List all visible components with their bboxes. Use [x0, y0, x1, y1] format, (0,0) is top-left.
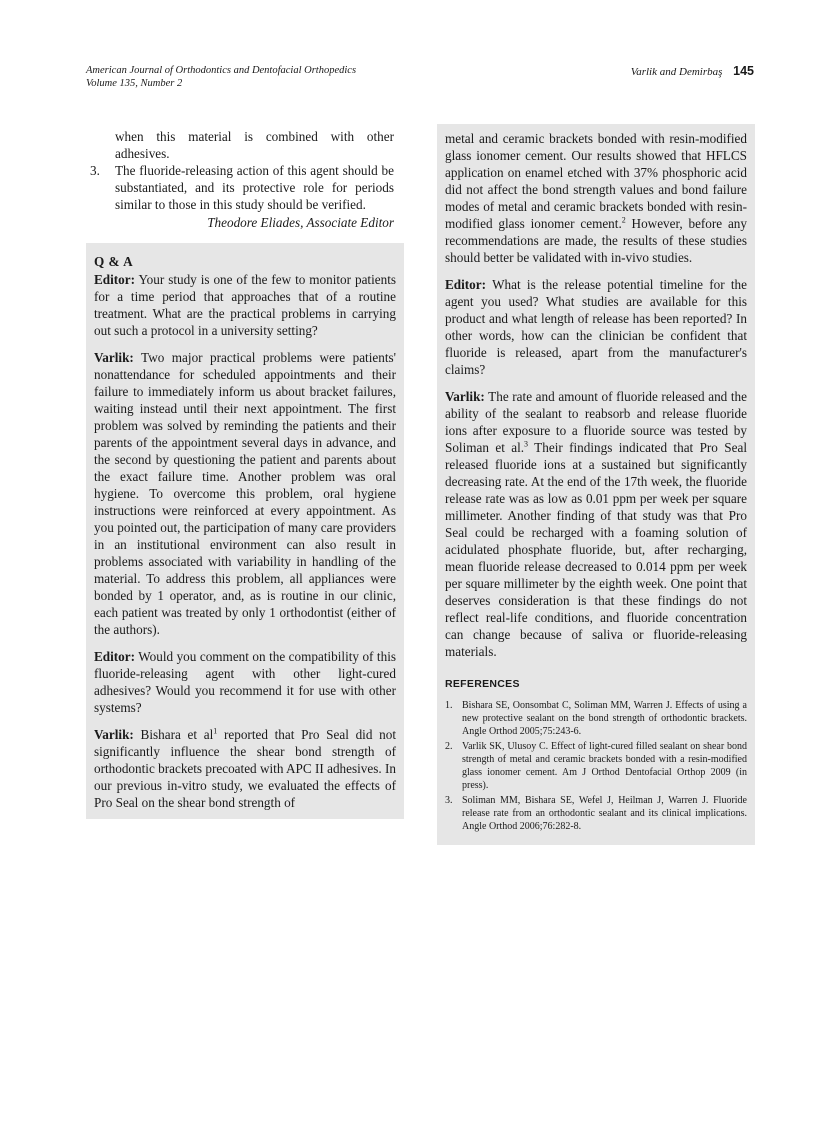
list-item: [90, 162, 394, 213]
speaker-label: Varlik:: [445, 389, 485, 404]
left-column: [86, 124, 404, 819]
speaker-label: Varlik:: [94, 727, 134, 742]
qa-question: [445, 276, 747, 378]
page-number: 145: [733, 64, 754, 78]
qa-text: Bishara et al: [133, 727, 214, 742]
running-header-right: [631, 64, 754, 78]
citation-superscript: 3: [524, 439, 529, 449]
intro-fragment: when this material is combined with other adhesives.: [115, 129, 394, 161]
qa-text: metal and ceramic brackets bonded with resin-modified glass ionomer cement. Our results showed that HFLCS application on enamel etched with 37% phosphoric acid did not affect the bond strength values and bond failure modes of metal and ceramic brackets bonded with resin-modified glass ionomer cement.: [445, 131, 747, 231]
qa-answer: [94, 726, 396, 811]
references-list: [445, 699, 747, 833]
numbered-list: [90, 162, 394, 213]
citation-superscript: 1: [213, 726, 218, 736]
references-heading: REFERENCES: [445, 678, 520, 690]
qa-box-continued: [437, 124, 755, 845]
reference-text: Bishara SE, Oonsombat C, Soliman MM, Warren J. Effects of using a new protective sealant on the bond strength of orthodontic brackets. Angle Orthod 2005;75:243-6.: [462, 700, 747, 737]
reference-item: [445, 740, 747, 792]
reference-number: 2.: [445, 741, 453, 752]
speaker-label: Varlik:: [94, 350, 134, 365]
running-authors: Varlik and Demirbaş: [630, 66, 723, 78]
reference-item: [445, 699, 747, 738]
list-item-text: The fluoride-releasing action of this agent should be substantiated, and its protective role for periods similar to those in this study should be verified.: [115, 163, 394, 212]
qa-text: However, before any recommendations are made, the results of these studies should better be validated with in-vivo studies.: [445, 216, 747, 265]
qa-text: Their findings indicated that Pro Seal released fluoride ions at a sustained but significantly decreasing rate. At the end of the 17th week, the fluoride release rate was as low as 0.01 ppm per week per square millimeter. Another finding of that study was that Pro Seal could be recharged with a foaming solution of acidulated phosphate fluoride, but, after recharging, mean fluoride release decreased to 0.014 ppm per week per square millimeter by the eighth week. One point that deserves consideration is that these findings do not reflect real-life conditions, and fluoride concentration can change because of saliva or fluoride-releasing materials.: [445, 440, 747, 659]
right-column: [437, 124, 755, 845]
commentary-continuation: [86, 124, 404, 231]
reference-item: [445, 794, 747, 833]
reference-number: 3.: [445, 795, 453, 806]
list-item-number: 3.: [90, 163, 100, 178]
qa-answer: [445, 388, 747, 660]
qa-answer-continued: [445, 130, 747, 266]
journal-name: American Journal of Orthodontics and Dentofacial Orthopedics: [86, 65, 357, 76]
qa-heading: Q & A: [94, 254, 134, 269]
reference-text: Varlik SK, Ulusoy C. Effect of light-cured filled sealant on shear bond strength of metal and ceramic brackets bonded with a resin-modified glass ionomer cement. Am J Orthod Dentofacial Orthop 2009 (in press).: [462, 741, 747, 791]
qa-question: [94, 271, 396, 339]
qa-text: Would you comment on the compatibility of this fluoride-releasing agent with other light-cured adhesives? Would you recommend it for use with other systems?: [94, 649, 396, 715]
reference-text: Soliman MM, Bishara SE, Wefel J, Heilman J, Warren J. Fluoride release rate from an orthodontic sealant and its clinical implications. Angle Orthod 2006;76:282-8.: [462, 795, 747, 832]
journal-volume: Volume 135, Number 2: [86, 78, 183, 89]
speaker-label: Editor:: [94, 272, 136, 287]
reference-number: 1.: [445, 700, 453, 711]
qa-box: [86, 243, 404, 819]
qa-text: The rate and amount of fluoride released and the ability of the sealant to reabsorb and release fluoride ions after exposure to a fluoride source was tested by Soliman et al.: [445, 389, 747, 455]
editor-signature: Theodore Eliades, Associate Editor: [207, 215, 394, 230]
qa-text: Your study is one of the few to monitor patients for a time period that approaches that of a routine treatment. What are the practical problems in carrying out such a protocol in a university setting?: [94, 272, 396, 338]
qa-question: [94, 648, 396, 716]
qa-text: reported that Pro Seal did not significantly influence the shear bond strength of orthodontic brackets precoated with APC II adhesives. In our previous in-vitro study, we evaluated the effects of Pro Seal on the shear bond strength of: [94, 727, 396, 810]
citation-superscript: 2: [621, 215, 626, 225]
qa-answer: [94, 349, 396, 638]
running-header-journal: [86, 64, 356, 90]
speaker-label: Editor:: [445, 277, 487, 292]
qa-text: Two major practical problems were patients' nonattendance for scheduled appointments and their failure to immediately inform us about bracket failures, waiting instead until their next appointment. The first problem was solved by reminding the patients and their parents of the appointment several days in advance, and the second by questioning the patient and parents about the exact failure time. Another problem was oral hygiene. To overcome this problem, oral hygiene instructions were reinforced at every appointment. As you pointed out, the participation of many care providers in an institutional environment can also result in problems associated with variability in handling of the material. To address this problem, all appliances were bonded by 1 operator, and, as is routine in our clinic, each patient was treated by only 1 orthodontist (either of the authors).: [94, 350, 396, 637]
qa-text: What is the release potential timeline for the agent you used? What studies are available for this product and what length of release has been reported? In other words, how can the clinician be confident that fluoride is released, apart from the manufacturer's claims?: [445, 277, 747, 377]
speaker-label: Editor:: [94, 649, 136, 664]
